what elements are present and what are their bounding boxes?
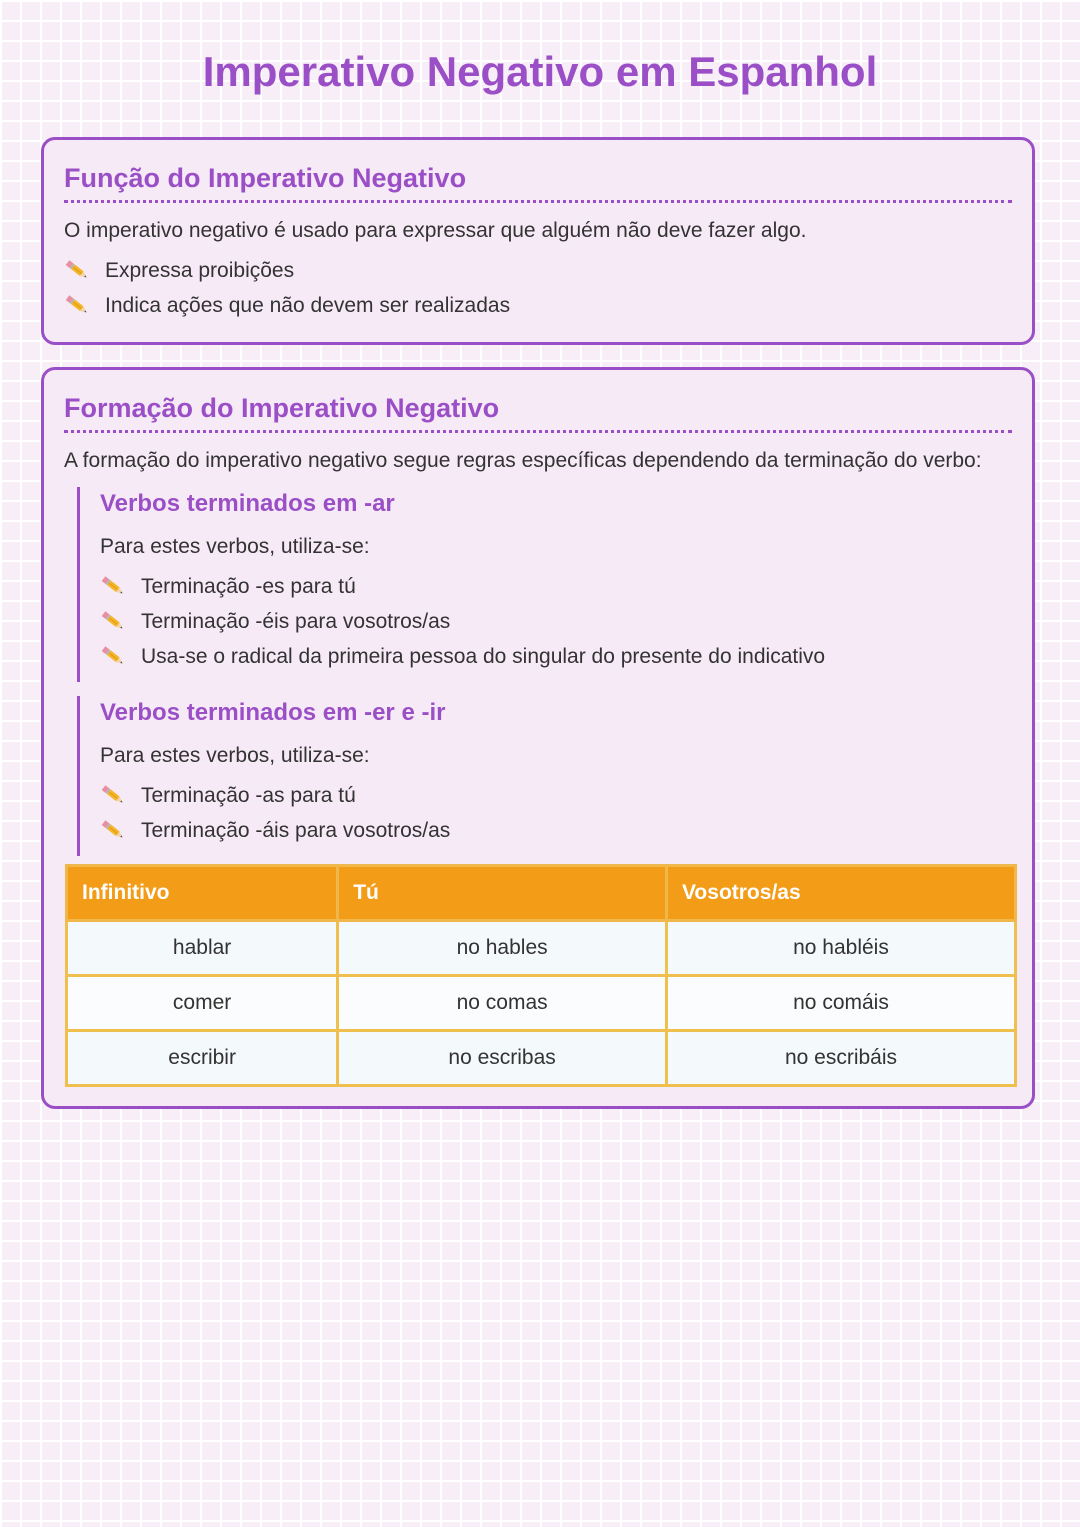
list-item: Terminação -éis para vosotros/as xyxy=(100,604,1012,639)
subsection-lead: Para estes verbos, utiliza-se: xyxy=(100,535,370,558)
section-intro: O imperativo negativo é usado para expressar que alguém não deve fazer algo. xyxy=(64,219,807,242)
conjugation-table xyxy=(65,864,1017,1087)
column-header: Tú xyxy=(338,866,667,921)
table-cell: no hables xyxy=(338,921,667,976)
table-cell: hablar xyxy=(67,921,338,976)
subsection-heading: Verbos terminados em -er e -ir xyxy=(100,699,446,726)
table-cell: no escribas xyxy=(338,1031,667,1086)
page-title: Imperativo Negativo em Espanhol xyxy=(202,48,878,95)
list-item: Indica ações que não devem ser realizadas xyxy=(64,288,1012,323)
column-header: Vosotros/as xyxy=(666,866,1015,921)
list-item: Terminação -as para tú xyxy=(100,778,1012,813)
table-cell: no comáis xyxy=(666,976,1015,1031)
subsection-ar xyxy=(77,487,1012,682)
section-intro: A formação do imperativo negativo segue regras específicas dependendo da terminação do verbo: xyxy=(64,449,982,472)
table-cell: comer xyxy=(67,976,338,1031)
table-row xyxy=(67,1031,1016,1086)
section-heading: Formação do Imperativo Negativo xyxy=(64,390,1012,433)
bullet-list xyxy=(64,253,1012,323)
bullet-list xyxy=(100,778,1012,848)
table-cell: no comas xyxy=(338,976,667,1031)
section-formation xyxy=(41,367,1035,1109)
column-header: Infinitivo xyxy=(67,866,338,921)
list-item: Expressa proibições xyxy=(64,253,1012,288)
table-row xyxy=(67,921,1016,976)
bullet-list xyxy=(100,569,1012,674)
list-item: Terminação -es para tú xyxy=(100,569,1012,604)
subsection-lead: Para estes verbos, utiliza-se: xyxy=(100,744,370,767)
table-cell: escribir xyxy=(67,1031,338,1086)
section-heading: Função do Imperativo Negativo xyxy=(64,160,1012,203)
list-item: Terminação -áis para vosotros/as xyxy=(100,813,1012,848)
subsection-heading: Verbos terminados em -ar xyxy=(100,490,395,517)
list-item: Usa-se o radical da primeira pessoa do singular do presente do indicativo xyxy=(100,639,1012,674)
table-header-row xyxy=(67,866,1016,921)
table-cell: no habléis xyxy=(666,921,1015,976)
table-cell: no escribáis xyxy=(666,1031,1015,1086)
section-function xyxy=(41,137,1035,345)
table-row xyxy=(67,976,1016,1031)
subsection-er-ir xyxy=(77,696,1012,856)
